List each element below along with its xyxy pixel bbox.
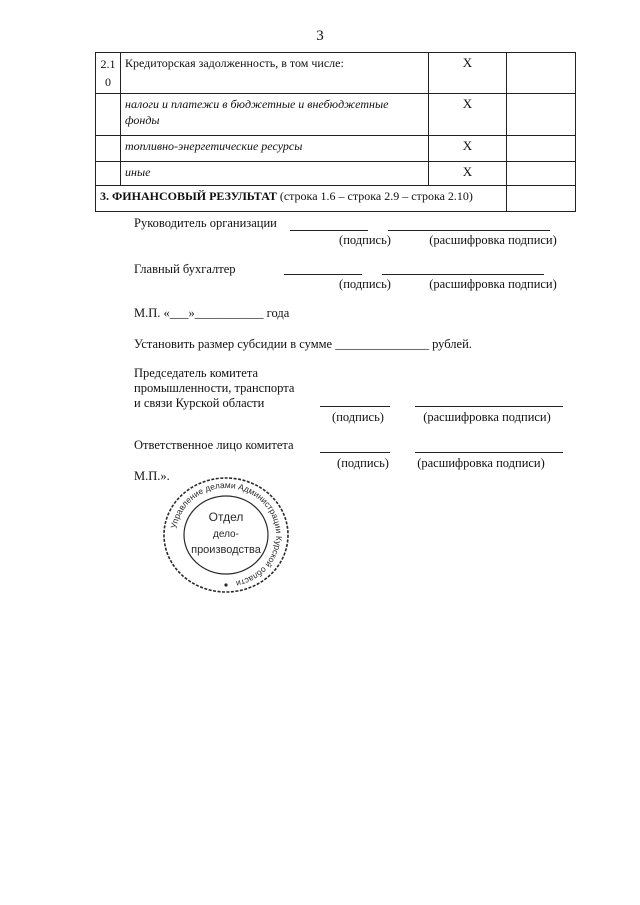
row-x-mark: X bbox=[429, 162, 507, 186]
mp-date-line: М.П. «___»___________ года bbox=[134, 306, 290, 320]
stamp-center-line3: производства bbox=[191, 544, 261, 556]
row-label: иные bbox=[121, 162, 429, 186]
page-number: 3 bbox=[316, 28, 324, 44]
total-title: 3. ФИНАНСОВЫЙ РЕЗУЛЬТАТ bbox=[100, 189, 277, 203]
chairman-label-line1: Председатель комитета bbox=[134, 366, 258, 380]
chairman-signature-line bbox=[320, 406, 390, 407]
responsible-decoding-caption: (расшифровка подписи) bbox=[417, 456, 545, 470]
responsible-signature-caption: (подпись) bbox=[337, 456, 389, 470]
row-label: топливно-энергетические ресурсы bbox=[121, 136, 429, 162]
chairman-label-line2: промышленности, транспорта bbox=[134, 381, 295, 395]
head-decoding-caption: (расшифровка подписи) bbox=[429, 233, 557, 247]
row-number-text: 2.1 0 bbox=[100, 57, 116, 89]
head-decoding-line bbox=[388, 230, 550, 231]
table-row bbox=[96, 136, 576, 162]
report-table bbox=[95, 52, 576, 212]
row-number bbox=[96, 162, 121, 186]
row-x-mark: X bbox=[429, 136, 507, 162]
accountant-signature-caption: (подпись) bbox=[339, 277, 391, 291]
row-value bbox=[507, 94, 576, 136]
row-value bbox=[507, 53, 576, 94]
total-value bbox=[507, 186, 576, 212]
mp-end: М.П.». bbox=[134, 469, 170, 483]
responsible-signature-line bbox=[320, 452, 390, 453]
subsidy-text: Установить размер субсидии в сумме _______________ рублей. bbox=[134, 337, 472, 351]
row-label: Кредиторская задолженность, в том числе: bbox=[121, 53, 429, 94]
table-row-total bbox=[96, 186, 576, 212]
accountant-decoding-line bbox=[382, 274, 544, 275]
chairman-decoding-line bbox=[415, 406, 563, 407]
total-formula: (строка 1.6 – строка 2.9 – строка 2.10) bbox=[279, 189, 473, 203]
chairman-label-line3: и связи Курской области bbox=[134, 396, 265, 410]
office-stamp bbox=[160, 475, 292, 595]
responsible-label: Ответственное лицо комитета bbox=[134, 438, 294, 452]
stamp-center-line2: дело- bbox=[213, 529, 239, 540]
stamp-center-line1: Отдел bbox=[208, 510, 244, 524]
chairman-signature-caption: (подпись) bbox=[332, 410, 384, 424]
head-label: Руководитель организации bbox=[134, 216, 277, 230]
stamp-ring-textpath: Управление делами Администрации Курской области bbox=[168, 479, 285, 589]
head-signature-caption: (подпись) bbox=[339, 233, 391, 247]
chairman-decoding-caption: (расшифровка подписи) bbox=[423, 410, 551, 424]
row-number bbox=[96, 53, 121, 94]
table-row bbox=[96, 162, 576, 186]
row-number bbox=[96, 136, 121, 162]
table-row bbox=[96, 53, 576, 94]
row-number bbox=[96, 94, 121, 136]
total-row-label bbox=[96, 186, 507, 212]
stamp-star-dot bbox=[224, 583, 227, 586]
row-x-mark: X bbox=[429, 53, 507, 94]
accountant-signature-line bbox=[284, 274, 362, 275]
row-value bbox=[507, 136, 576, 162]
accountant-decoding-caption: (расшифровка подписи) bbox=[429, 277, 557, 291]
responsible-decoding-line bbox=[415, 452, 563, 453]
row-x-mark: X bbox=[429, 94, 507, 136]
row-value bbox=[507, 162, 576, 186]
row-label: налоги и платежи в бюджетные и внебюджетные фонды bbox=[121, 94, 429, 136]
head-signature-line bbox=[290, 230, 368, 231]
table-row bbox=[96, 94, 576, 136]
accountant-label: Главный бухгалтер bbox=[134, 262, 236, 276]
